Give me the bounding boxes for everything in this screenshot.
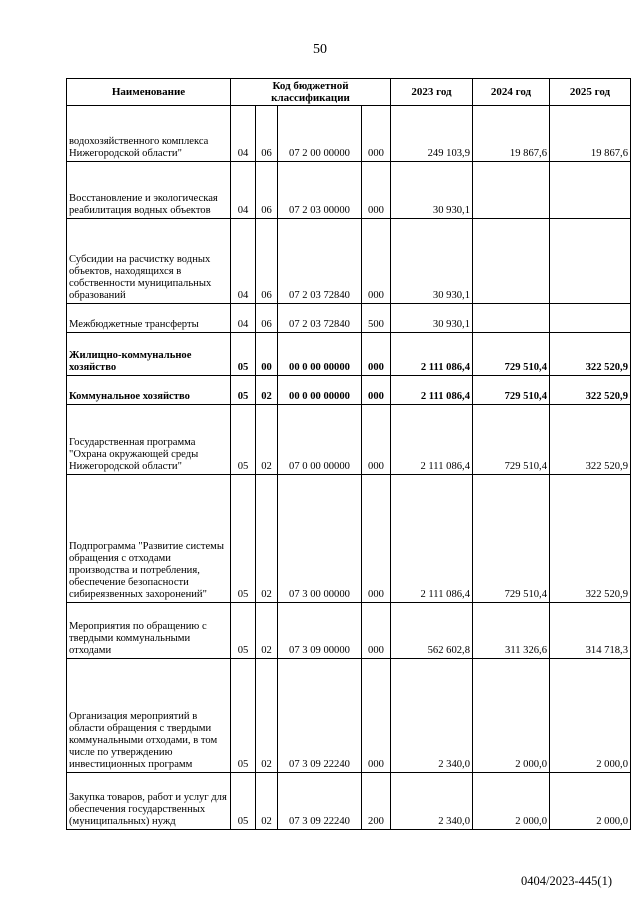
table-header-row bbox=[67, 79, 631, 106]
row-amount-2023: 2 340,0 bbox=[391, 773, 473, 830]
row-amount-2024: 311 326,6 bbox=[473, 603, 550, 659]
header-name: Наименование bbox=[67, 79, 231, 106]
table-row bbox=[67, 304, 631, 333]
row-section: 04 bbox=[231, 162, 256, 219]
row-amount-2025 bbox=[550, 304, 631, 333]
row-amount-2025: 322 520,9 bbox=[550, 376, 631, 405]
table-row bbox=[67, 376, 631, 405]
row-subsection: 06 bbox=[256, 162, 278, 219]
row-expense-type: 000 bbox=[362, 162, 391, 219]
row-amount-2024: 729 510,4 bbox=[473, 333, 550, 376]
row-expense-type: 000 bbox=[362, 106, 391, 162]
row-target-article: 07 2 03 00000 bbox=[278, 162, 362, 219]
row-amount-2024 bbox=[473, 162, 550, 219]
row-amount-2025: 322 520,9 bbox=[550, 405, 631, 475]
row-name: Восстановление и экологическая реабилитация водных объектов bbox=[67, 162, 231, 219]
table-row bbox=[67, 773, 631, 830]
row-amount-2024: 729 510,4 bbox=[473, 376, 550, 405]
row-subsection: 00 bbox=[256, 333, 278, 376]
row-amount-2024: 2 000,0 bbox=[473, 773, 550, 830]
row-name: Организация мероприятий в области обращения с твердыми коммунальными отходами, в том числе по утверждению инвестиционных программ bbox=[67, 659, 231, 773]
row-expense-type: 200 bbox=[362, 773, 391, 830]
row-target-article: 07 3 09 22240 bbox=[278, 659, 362, 773]
row-subsection: 02 bbox=[256, 659, 278, 773]
row-target-article: 07 2 03 72840 bbox=[278, 304, 362, 333]
row-amount-2025 bbox=[550, 162, 631, 219]
table-row bbox=[67, 659, 631, 773]
header-2025: 2025 год bbox=[550, 79, 631, 106]
row-target-article: 07 3 00 00000 bbox=[278, 475, 362, 603]
row-expense-type: 500 bbox=[362, 304, 391, 333]
row-amount-2024 bbox=[473, 304, 550, 333]
row-amount-2024: 2 000,0 bbox=[473, 659, 550, 773]
row-section: 05 bbox=[231, 405, 256, 475]
row-name: Субсидии на расчистку водных объектов, находящихся в собственности муниципальных образований bbox=[67, 219, 231, 304]
row-amount-2023: 2 111 086,4 bbox=[391, 405, 473, 475]
row-subsection: 06 bbox=[256, 304, 278, 333]
header-code: Код бюджетной классификации bbox=[231, 79, 391, 106]
table-row bbox=[67, 603, 631, 659]
row-target-article: 07 0 00 00000 bbox=[278, 405, 362, 475]
row-amount-2023: 30 930,1 bbox=[391, 304, 473, 333]
row-amount-2025: 2 000,0 bbox=[550, 659, 631, 773]
row-expense-type: 000 bbox=[362, 475, 391, 603]
row-target-article: 07 3 09 00000 bbox=[278, 603, 362, 659]
row-section: 04 bbox=[231, 304, 256, 333]
row-amount-2023: 2 111 086,4 bbox=[391, 333, 473, 376]
document-code: 0404/2023-445(1) bbox=[521, 874, 612, 888]
row-name: водохозяйственного комплекса Нижегородской области" bbox=[67, 106, 231, 162]
header-2023: 2023 год bbox=[391, 79, 473, 106]
row-amount-2025: 2 000,0 bbox=[550, 773, 631, 830]
row-amount-2025: 322 520,9 bbox=[550, 333, 631, 376]
row-amount-2024: 19 867,6 bbox=[473, 106, 550, 162]
row-section: 05 bbox=[231, 659, 256, 773]
row-target-article: 07 2 00 00000 bbox=[278, 106, 362, 162]
row-section: 05 bbox=[231, 376, 256, 405]
row-amount-2023: 2 340,0 bbox=[391, 659, 473, 773]
row-section: 04 bbox=[231, 219, 256, 304]
row-subsection: 06 bbox=[256, 219, 278, 304]
row-amount-2025: 314 718,3 bbox=[550, 603, 631, 659]
row-target-article: 07 2 03 72840 bbox=[278, 219, 362, 304]
table-row bbox=[67, 405, 631, 475]
row-target-article: 07 3 09 22240 bbox=[278, 773, 362, 830]
row-amount-2025: 19 867,6 bbox=[550, 106, 631, 162]
row-name: Закупка товаров, работ и услуг для обеспечения государственных (муниципальных) нужд bbox=[67, 773, 231, 830]
row-subsection: 02 bbox=[256, 475, 278, 603]
row-section: 04 bbox=[231, 106, 256, 162]
budget-table bbox=[66, 78, 631, 830]
table-row bbox=[67, 475, 631, 603]
row-amount-2023: 249 103,9 bbox=[391, 106, 473, 162]
row-amount-2023: 562 602,8 bbox=[391, 603, 473, 659]
row-name: Подпрограмма "Развитие системы обращения с отходами производства и потребления, обеспечение безопасности сибиреязвенных захоронений" bbox=[67, 475, 231, 603]
row-subsection: 02 bbox=[256, 773, 278, 830]
row-amount-2024 bbox=[473, 219, 550, 304]
row-name: Мероприятия по обращению с твердыми коммунальными отходами bbox=[67, 603, 231, 659]
row-expense-type: 000 bbox=[362, 219, 391, 304]
table-row bbox=[67, 333, 631, 376]
row-expense-type: 000 bbox=[362, 405, 391, 475]
row-subsection: 02 bbox=[256, 376, 278, 405]
row-expense-type: 000 bbox=[362, 333, 391, 376]
row-subsection: 02 bbox=[256, 405, 278, 475]
row-expense-type: 000 bbox=[362, 659, 391, 773]
row-amount-2023: 30 930,1 bbox=[391, 162, 473, 219]
row-expense-type: 000 bbox=[362, 603, 391, 659]
row-amount-2023: 30 930,1 bbox=[391, 219, 473, 304]
page-number: 50 bbox=[313, 42, 327, 57]
row-amount-2024: 729 510,4 bbox=[473, 475, 550, 603]
row-name: Коммунальное хозяйство bbox=[67, 376, 231, 405]
row-amount-2025: 322 520,9 bbox=[550, 475, 631, 603]
row-section: 05 bbox=[231, 333, 256, 376]
row-amount-2024: 729 510,4 bbox=[473, 405, 550, 475]
table-row bbox=[67, 162, 631, 219]
row-expense-type: 000 bbox=[362, 376, 391, 405]
row-subsection: 06 bbox=[256, 106, 278, 162]
header-2024: 2024 год bbox=[473, 79, 550, 106]
row-amount-2023: 2 111 086,4 bbox=[391, 376, 473, 405]
row-name: Жилищно-коммунальное хозяйство bbox=[67, 333, 231, 376]
row-name: Межбюджетные трансферты bbox=[67, 304, 231, 333]
row-section: 05 bbox=[231, 475, 256, 603]
row-amount-2025 bbox=[550, 219, 631, 304]
row-target-article: 00 0 00 00000 bbox=[278, 333, 362, 376]
table-row bbox=[67, 106, 631, 162]
row-section: 05 bbox=[231, 603, 256, 659]
row-amount-2023: 2 111 086,4 bbox=[391, 475, 473, 603]
row-section: 05 bbox=[231, 773, 256, 830]
row-name: Государственная программа "Охрана окружающей среды Нижегородской области" bbox=[67, 405, 231, 475]
row-subsection: 02 bbox=[256, 603, 278, 659]
row-target-article: 00 0 00 00000 bbox=[278, 376, 362, 405]
table-row bbox=[67, 219, 631, 304]
